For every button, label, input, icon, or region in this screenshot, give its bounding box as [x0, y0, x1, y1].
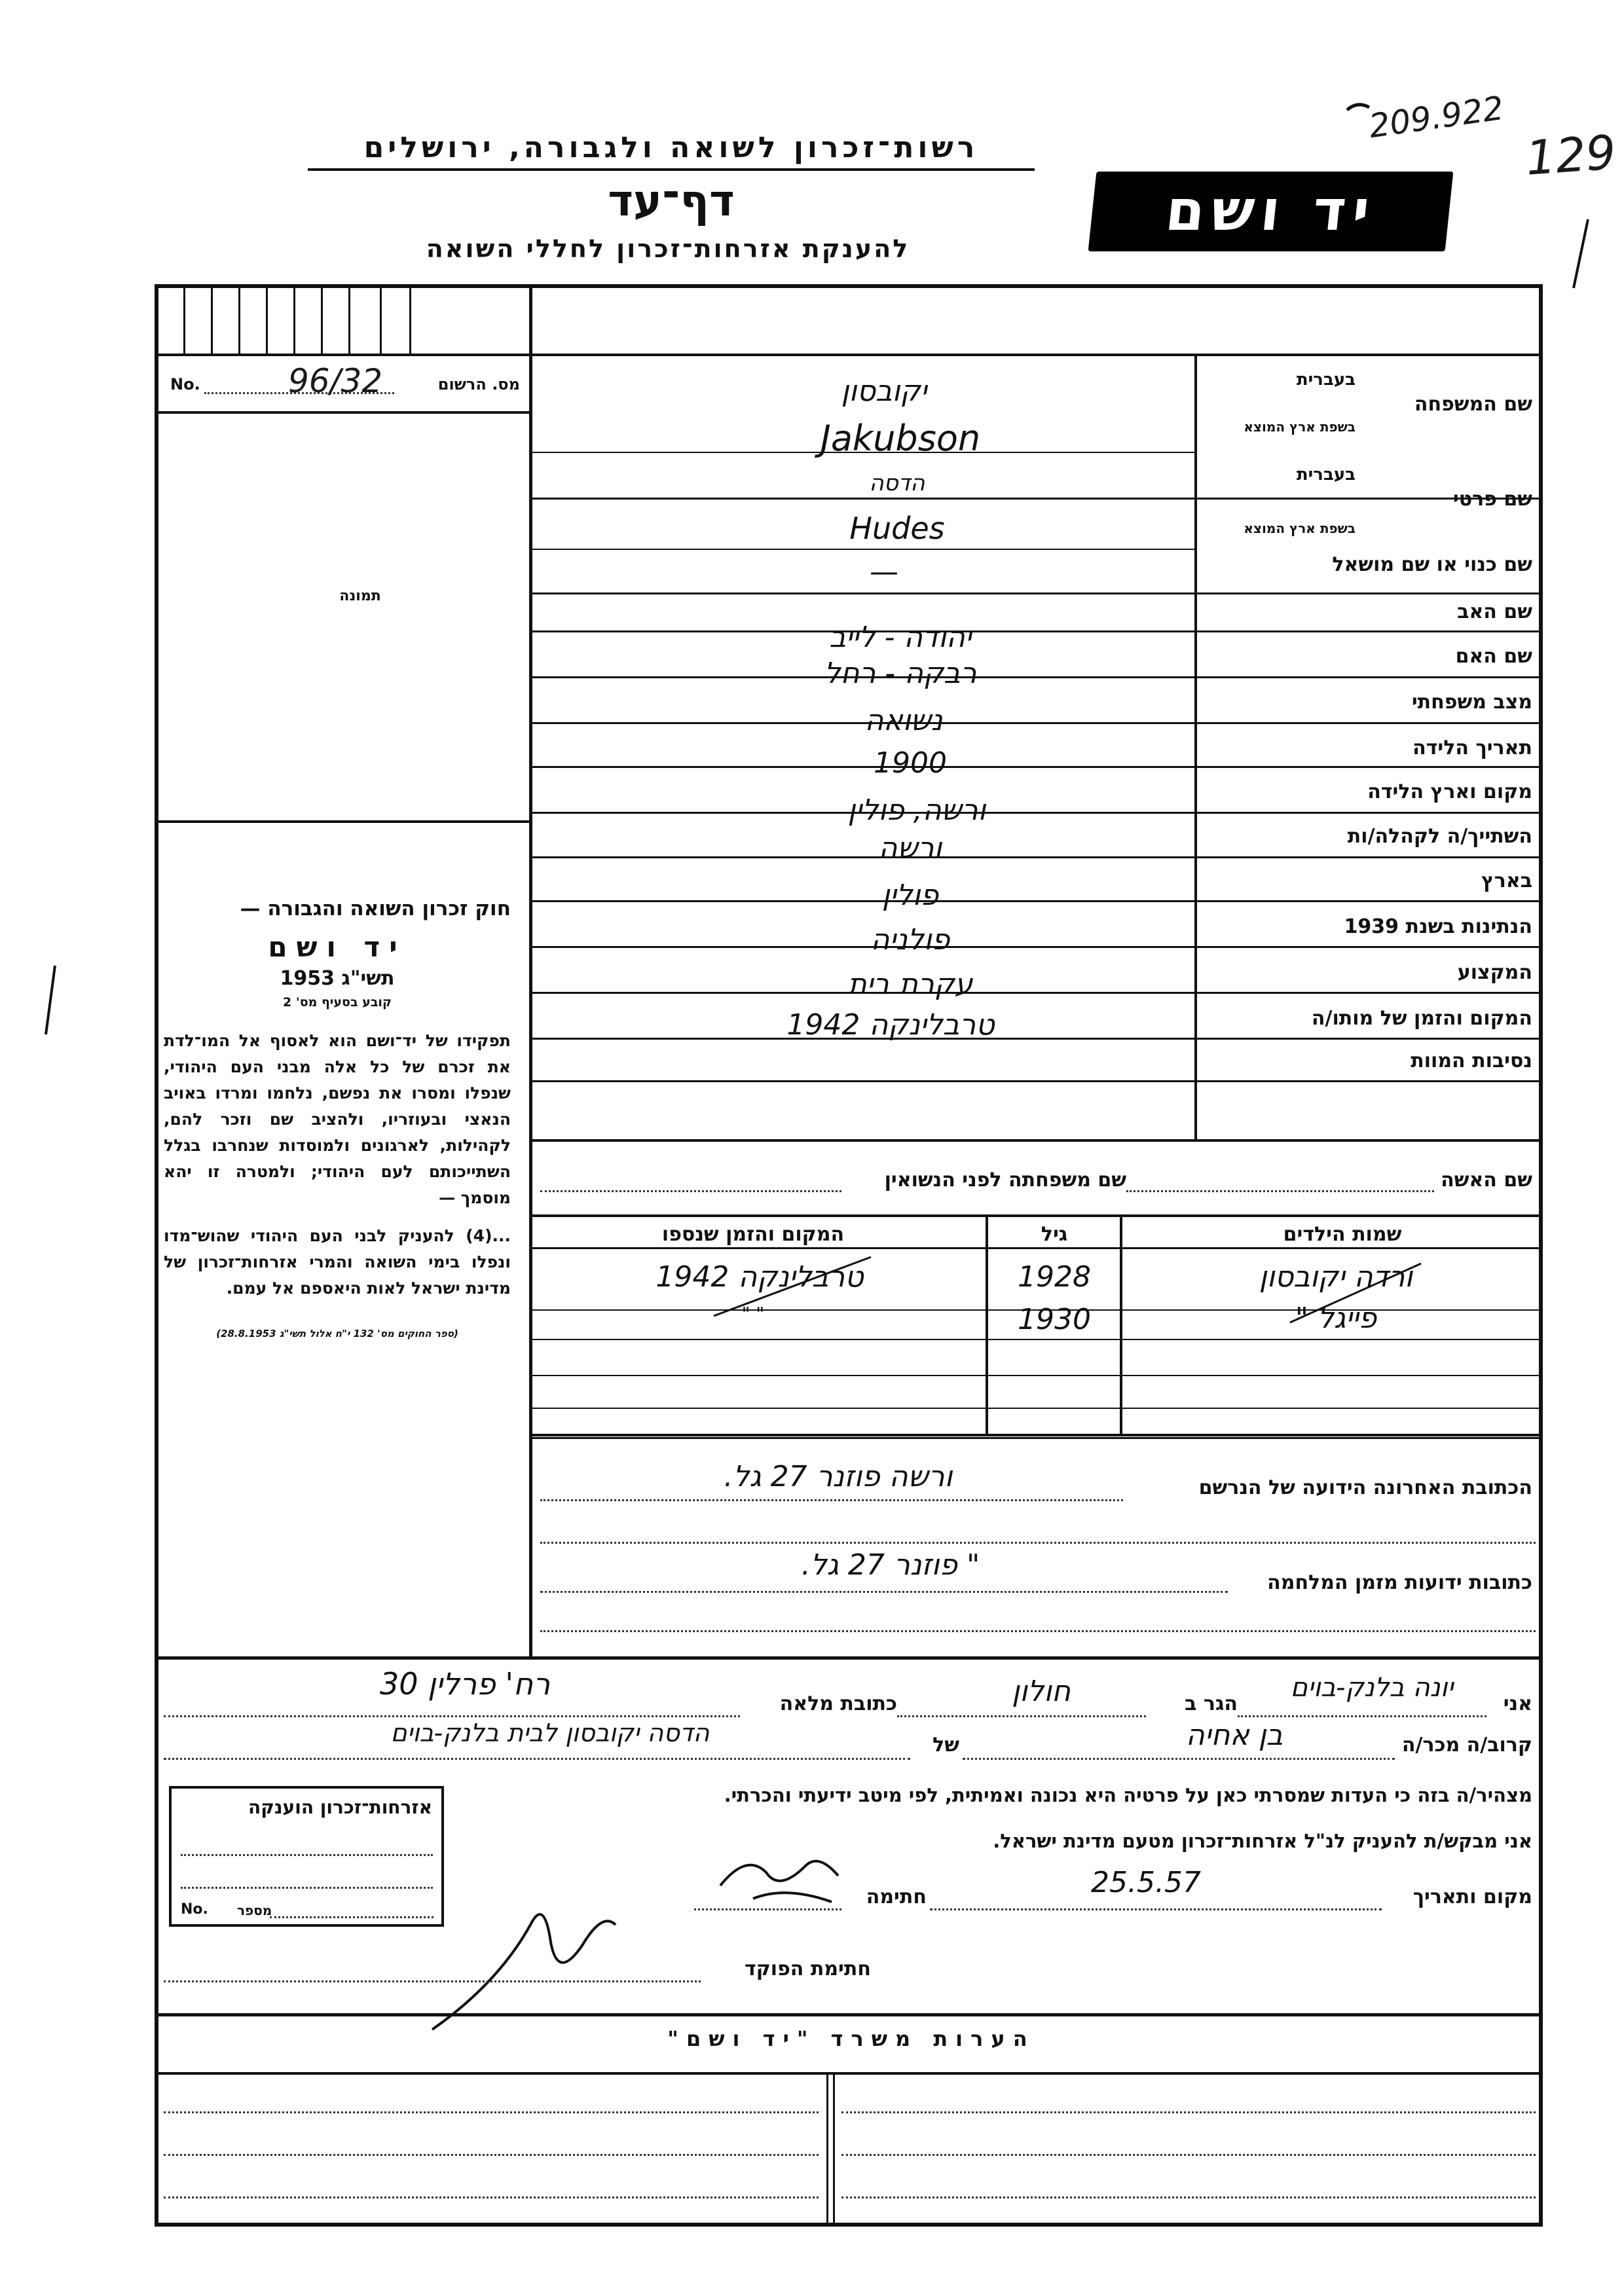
relation-label: קרוב/ה מכר/ה: [1401, 1734, 1532, 1757]
field-country-label: בארץ: [1481, 869, 1532, 892]
citizenship-number-label: מספר: [237, 1903, 272, 1918]
field-surname-label: שם המשפחה: [1414, 393, 1532, 416]
office-remarks-title: הערות משרד "יד ושם": [667, 2026, 1035, 2051]
father-value[interactable]: יהודה - לייב: [829, 621, 972, 654]
child-1-age[interactable]: 1928: [1018, 1260, 1091, 1294]
surname-origin[interactable]: Jakubson: [820, 418, 981, 459]
corner-note: 209.922: [1366, 88, 1506, 146]
strike-mark: [707, 1250, 877, 1322]
declaration-line-1: מצהיר/ה בזה כי העדות שמסרתי כאן על פרטיה היא נכונה ואמיתית, לפי מיטב ידיעתי והכרתי.: [724, 1784, 1532, 1806]
wife-label: שם האשה: [1441, 1169, 1532, 1192]
child-1-name[interactable]: ורדה יקובסון: [1259, 1260, 1413, 1294]
field-death-label: המקום והזמן של מותו/ה: [1311, 1007, 1532, 1030]
field-firstname-label: שם פרטי: [1452, 488, 1532, 511]
law-reference: (ספר החוקים מס' 132 י"ח אלול תשי"ג 28.8.1953): [216, 1328, 458, 1339]
birthplace-value[interactable]: ורשה, פולין: [847, 793, 986, 827]
corner-note-extra: 129: [1524, 124, 1618, 186]
form-title: דף־עד: [608, 175, 735, 226]
surname-hebrew[interactable]: יקובסון: [841, 374, 927, 408]
citizenship-box-title: אזרחות־זכרון הוענקה: [248, 1796, 432, 1818]
marital-value[interactable]: נשואה: [864, 704, 943, 737]
declarant-signature[interactable]: [707, 1846, 858, 1912]
community-value[interactable]: ורשה: [878, 831, 942, 865]
field-marital-label: מצב משפחתי: [1411, 691, 1532, 714]
firstname-origin[interactable]: Hudes: [849, 511, 945, 546]
declaration-line-2: אני מבקש/ת להעניק לנ"ל אזרחות־זכרון מטעם מדינת ישראל.: [993, 1830, 1532, 1852]
of-value[interactable]: הדסה יקובסון לבית בלנק-בוים: [390, 1719, 710, 1747]
declarant-city[interactable]: חולון: [1012, 1675, 1071, 1708]
law-title: חוק זכרון השואה והגבורה —: [240, 897, 511, 920]
place-date-label: מקום ותאריך: [1412, 1886, 1532, 1908]
field-citizenship-label: הנתינות בשנת 1939: [1344, 915, 1532, 938]
maiden-label: שם משפחתה לפני הנשואין: [884, 1169, 1126, 1192]
corner-scribble: [1346, 98, 1372, 118]
official-signature[interactable]: [419, 1886, 629, 2043]
field-birthplace-label: מקום וארץ הלידה: [1367, 780, 1532, 803]
field-alias-label: שם כנוי או שם מושאל: [1332, 553, 1532, 576]
field-birthdate-label: תאריך הלידה: [1412, 737, 1532, 759]
logo-text: יד ושם: [1162, 178, 1380, 244]
child-1-place[interactable]: טרבלינקה 1942: [655, 1260, 864, 1294]
declarant-i-label: אני: [1503, 1692, 1532, 1715]
field-firstname-sub1: בעברית: [1296, 465, 1356, 484]
registration-number[interactable]: 96/32: [288, 362, 383, 400]
field-circumstances-label: נסיבות המוות: [1411, 1049, 1532, 1072]
field-community-label: השתייך/ה לקהלה/ות: [1347, 825, 1532, 848]
last-address-value[interactable]: ורשה פוזנר 27 גל.: [724, 1460, 953, 1493]
law-year: תשי"ג 1953: [280, 967, 395, 990]
no-label: No.: [170, 375, 200, 393]
alias-value[interactable]: —: [870, 555, 898, 589]
citizenship-value[interactable]: פולניה: [870, 923, 950, 957]
mother-value[interactable]: רבקה - רחל: [824, 657, 977, 690]
yad-vashem-logo: [1088, 172, 1454, 251]
firstname-hebrew[interactable]: הדסה: [869, 470, 925, 496]
authority-name: רשות־זכרון לשואה ולגבורה, ירושלים: [308, 131, 1035, 171]
field-father-label: שם האב: [1457, 600, 1532, 623]
margin-mark: [1568, 216, 1595, 295]
field-mother-label: שם האם: [1455, 645, 1532, 668]
profession-value[interactable]: עקרת בית: [847, 968, 973, 1001]
declarant-name[interactable]: יונה בלנק-בוים: [1290, 1673, 1454, 1703]
registration-field: [164, 363, 524, 403]
full-address-label: כתובת מלאה: [779, 1692, 897, 1715]
country-value[interactable]: פולין: [881, 879, 939, 912]
field-surname-sub1: בעברית: [1296, 370, 1356, 390]
birthdate-value[interactable]: 1900: [874, 746, 947, 780]
death-value[interactable]: טרבלינקה 1942: [786, 1008, 995, 1042]
declarant-address[interactable]: רח' פרלין 30: [379, 1666, 551, 1702]
strike-mark: [1283, 1257, 1428, 1329]
law-panel: [164, 897, 511, 1339]
law-clause: קובע בסעיף מס' 2: [283, 995, 392, 1010]
official-signature-label: חתימת הפוקד: [745, 1958, 871, 1980]
child-2-place[interactable]: " ": [741, 1303, 765, 1324]
place-date-value[interactable]: 25.5.57: [1091, 1866, 1201, 1899]
registration-label: מס. הרשום: [437, 375, 520, 393]
child-2-name[interactable]: פייגל ": [1295, 1302, 1377, 1335]
signature-label: חתימה: [866, 1886, 927, 1908]
photo-label: תמונה: [339, 588, 381, 604]
law-paragraph-2: ...(4) להעניק לבני העם היהודי שהוש־מדו ונפלו בימי השואה והמרי אזרחות־זכרון של מדינת ישראל לאות היאספם אל עמם.: [164, 1226, 511, 1298]
of-label: של: [932, 1734, 959, 1757]
last-address-label: הכתובת האחרונה הידועה של הנרשם: [1198, 1476, 1532, 1499]
form-subtitle: להענקת אזרחות־זכרון לחללי השואה: [426, 234, 910, 263]
field-firstname-sub2: בשפת ארץ המוצא: [1244, 520, 1356, 536]
field-profession-label: המקצוע: [1457, 961, 1532, 984]
citizenship-no-label: No.: [181, 1901, 208, 1918]
field-surname-sub2: בשפת ארץ המוצא: [1244, 419, 1356, 435]
war-address-value[interactable]: " פוזנר 27 גל.: [801, 1548, 980, 1582]
margin-mark: [41, 962, 60, 1041]
law-paragraph-1: תפקידו של יד־ושם הוא לאסוף אל המו־לדת את זכרם של כל אלה מבני העם היהודי, שנפלו ומסרו את נפשם, נלחמו ומרדו באויב הנאצי ובעוזריו, ולהציב שם וזכר להם, לקהילות, לארגונים ולמוסדות שנחרבו בגלל השתייכותם לעם היהודי; ולמטרה זו יהא מוסמך —: [164, 1031, 511, 1207]
law-name: יד ושם: [268, 931, 407, 963]
children-col-place: המקום והזמן שנספו: [661, 1223, 845, 1246]
citizenship-box: [169, 1786, 444, 1927]
children-col-age: גיל: [1041, 1223, 1068, 1246]
child-2-age[interactable]: 1930: [1018, 1303, 1091, 1336]
resides-label: הגר ב: [1185, 1692, 1238, 1715]
relation-value[interactable]: בן אחיה: [1185, 1719, 1283, 1752]
children-col-names: שמות הילדים: [1283, 1223, 1402, 1246]
war-address-label: כתובות ידועות מזמן המלחמה: [1267, 1571, 1532, 1594]
